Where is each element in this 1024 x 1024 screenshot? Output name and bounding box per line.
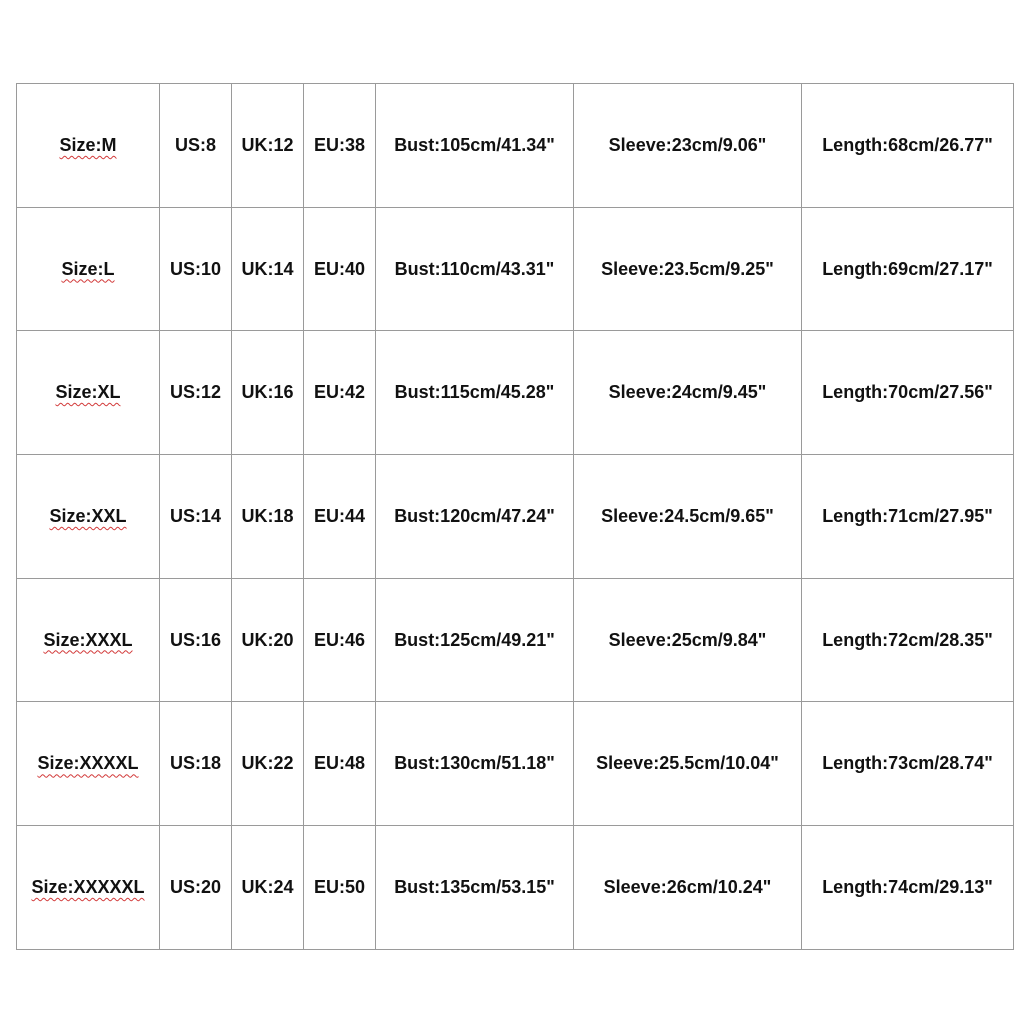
sleeve-cell: Sleeve:26cm/10.24"	[574, 826, 802, 950]
size-cell	[17, 207, 160, 331]
size-label: Size:XL	[55, 382, 121, 403]
size-label: Size:L	[61, 258, 115, 279]
length-cell: Length:69cm/27.17"	[802, 207, 1014, 331]
uk-size-cell: UK:16	[232, 331, 304, 455]
bust-cell: Bust:125cm/49.21"	[376, 578, 574, 702]
size-label: Size:XXL	[49, 505, 127, 526]
size-cell	[17, 331, 160, 455]
bust-cell: Bust:130cm/51.18"	[376, 702, 574, 826]
table-row	[17, 702, 1014, 826]
eu-size-cell: EU:38	[304, 84, 376, 208]
table-row	[17, 331, 1014, 455]
sleeve-cell: Sleeve:23.5cm/9.25"	[574, 207, 802, 331]
length-cell: Length:73cm/28.74"	[802, 702, 1014, 826]
eu-size-cell: EU:40	[304, 207, 376, 331]
uk-size-cell: UK:24	[232, 826, 304, 950]
length-cell: Length:72cm/28.35"	[802, 578, 1014, 702]
uk-size-cell: UK:18	[232, 455, 304, 579]
size-chart	[16, 83, 1013, 949]
size-cell	[17, 84, 160, 208]
eu-size-cell: EU:42	[304, 331, 376, 455]
sleeve-cell: Sleeve:25.5cm/10.04"	[574, 702, 802, 826]
length-cell: Length:70cm/27.56"	[802, 331, 1014, 455]
eu-size-cell: EU:44	[304, 455, 376, 579]
uk-size-cell: UK:14	[232, 207, 304, 331]
sleeve-cell: Sleeve:23cm/9.06"	[574, 84, 802, 208]
bust-cell: Bust:115cm/45.28"	[376, 331, 574, 455]
size-label: Size:M	[59, 134, 117, 155]
us-size-cell: US:12	[160, 331, 232, 455]
us-size-cell: US:20	[160, 826, 232, 950]
eu-size-cell: EU:50	[304, 826, 376, 950]
size-label: Size:XXXXXL	[31, 876, 145, 897]
size-label: Size:XXXL	[43, 629, 133, 650]
eu-size-cell: EU:48	[304, 702, 376, 826]
table-row	[17, 207, 1014, 331]
sleeve-cell: Sleeve:25cm/9.84"	[574, 578, 802, 702]
size-cell	[17, 826, 160, 950]
bust-cell: Bust:110cm/43.31"	[376, 207, 574, 331]
us-size-cell: US:18	[160, 702, 232, 826]
table-row	[17, 455, 1014, 579]
bust-cell: Bust:120cm/47.24"	[376, 455, 574, 579]
length-cell: Length:68cm/26.77"	[802, 84, 1014, 208]
table-row	[17, 84, 1014, 208]
size-chart-table	[16, 83, 1014, 950]
size-cell	[17, 455, 160, 579]
bust-cell: Bust:105cm/41.34"	[376, 84, 574, 208]
us-size-cell: US:10	[160, 207, 232, 331]
size-label: Size:XXXXL	[37, 753, 139, 774]
size-cell	[17, 702, 160, 826]
us-size-cell: US:16	[160, 578, 232, 702]
uk-size-cell: UK:22	[232, 702, 304, 826]
length-cell: Length:74cm/29.13"	[802, 826, 1014, 950]
sleeve-cell: Sleeve:24.5cm/9.65"	[574, 455, 802, 579]
bust-cell: Bust:135cm/53.15"	[376, 826, 574, 950]
uk-size-cell: UK:12	[232, 84, 304, 208]
size-cell	[17, 578, 160, 702]
us-size-cell: US:8	[160, 84, 232, 208]
us-size-cell: US:14	[160, 455, 232, 579]
table-row	[17, 826, 1014, 950]
eu-size-cell: EU:46	[304, 578, 376, 702]
sleeve-cell: Sleeve:24cm/9.45"	[574, 331, 802, 455]
length-cell: Length:71cm/27.95"	[802, 455, 1014, 579]
uk-size-cell: UK:20	[232, 578, 304, 702]
table-row	[17, 578, 1014, 702]
